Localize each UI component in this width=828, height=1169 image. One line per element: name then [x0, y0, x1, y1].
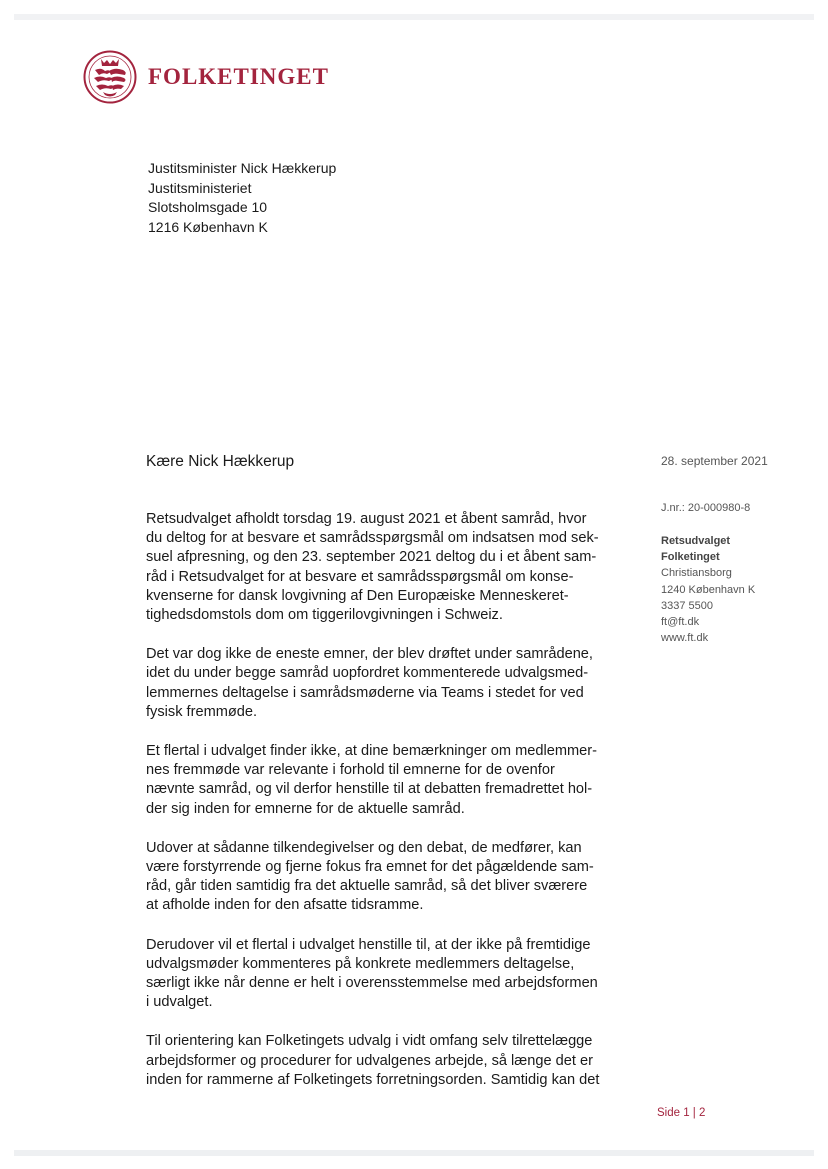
body-line: udvalgsmøder kommenteres på konkrete medlemmers deltagelse, — [146, 955, 575, 972]
sender-contact — [661, 533, 755, 646]
sender-name: Retsudvalget — [661, 535, 731, 547]
body-line: Til orientering kan Folketingets udvalg i vidt omfang selv tilrettelægge — [146, 1033, 593, 1050]
body-paragraph — [146, 510, 626, 625]
contact-line: 1240 København K — [661, 583, 756, 596]
body-line: lemmernes deltagelse i samrådsmøderne via Teams i stedet for ved — [146, 684, 584, 701]
body-line: være forstyrrende og fjerne fokus fra emnet for det pågældende sam- — [146, 859, 594, 876]
body-line: du deltog for at besvare et samrådsspørgsmål om indsatsen mod sek- — [146, 530, 599, 547]
body-paragraph — [146, 936, 626, 1013]
royal-coat-of-arms-icon — [83, 50, 137, 104]
body-line: råd i Retsudvalget for at besvare et samrådsspørgsmål om konse- — [146, 568, 574, 585]
contact-line: Christiansborg — [661, 567, 732, 580]
page-number: Side 1 | 2 — [657, 1107, 706, 1119]
body-line: arbejdsformer og procedurer for udvalgenes arbejde, så længe det er — [146, 1052, 593, 1069]
recipient-line: Slotsholmsgade 10 — [148, 199, 268, 215]
body-line: Derudover vil et flertal i udvalget henstille til, at der ikke på fremtidige — [146, 936, 591, 953]
body-paragraph — [146, 1032, 626, 1090]
body-line: nævnte samråd, og vil derfor henstille til at debatten fremadrettet hol- — [146, 781, 593, 798]
body-line: Udover at sådanne tilkendegivelser og den debat, de medfører, kan — [146, 839, 582, 856]
body-line: inden for rammerne af Folketingets forretningsorden. Samtidig kan det — [146, 1071, 600, 1088]
body-line: Det var dog ikke de eneste emner, der blev drøftet under samrådene, — [146, 646, 593, 663]
body-line: kvenserne for dansk lovgivning af Den Europæiske Menneskeret- — [146, 587, 569, 604]
recipient-line: 1216 København K — [148, 218, 268, 235]
scan-edge-bottom — [14, 1150, 814, 1156]
letter-date: 28. september 2021 — [661, 454, 768, 468]
body-line: der sig inden for emnerne for de aktuelle samråd. — [146, 800, 465, 817]
body-line: fysisk fremmøde. — [146, 703, 258, 720]
journal-number: J.nr.: 20-000980-8 — [661, 502, 751, 514]
recipient-line: Justitsminister Nick Hækkerup — [148, 160, 337, 176]
salutation: Kære Nick Hækkerup — [146, 453, 295, 470]
body-paragraph — [146, 742, 626, 819]
scan-edge-top — [14, 14, 814, 20]
body-line: i udvalget. — [146, 994, 213, 1011]
body-line: særligt ikke når denne er helt i overensstemmelse med arbejdsformen — [146, 975, 598, 992]
body-line: tighedsdomstols dom om tiggerilovgivningen i Schweiz. — [146, 607, 503, 624]
body-paragraph — [146, 839, 626, 916]
body-line: råd, går tiden samtidig fra det aktuelle samråd, så det bliver sværere — [146, 878, 588, 895]
body-line: idet du under begge samråd uopfordret kommenterede udvalgsmed- — [146, 665, 589, 682]
brand-wordmark: FOLKETINGET — [148, 64, 329, 89]
letter-body — [146, 510, 626, 1110]
body-line: at afholde inden for den afsatte tidsramme. — [146, 897, 424, 914]
recipient-address — [148, 159, 336, 237]
sender-org: Folketinget — [661, 551, 720, 564]
recipient-line: Justitsministeriet — [148, 179, 252, 196]
body-paragraph — [146, 645, 626, 722]
contact-website: www.ft.dk — [661, 632, 709, 645]
contact-email: ft@ft.dk — [661, 616, 700, 629]
contact-line: 3337 5500 — [661, 599, 713, 612]
body-line: Retsudvalget afholdt torsdag 19. august 2021 et åbent samråd, hvor — [146, 511, 587, 527]
body-line: nes fremmøde var relevante i forhold til emnerne for de ovenfor — [146, 762, 555, 779]
body-line: suel afpresning, og den 23. september 2021 deltog du i et åbent sam- — [146, 549, 597, 566]
body-line: Et flertal i udvalget finder ikke, at dine bemærkninger om medlemmer- — [146, 743, 597, 760]
